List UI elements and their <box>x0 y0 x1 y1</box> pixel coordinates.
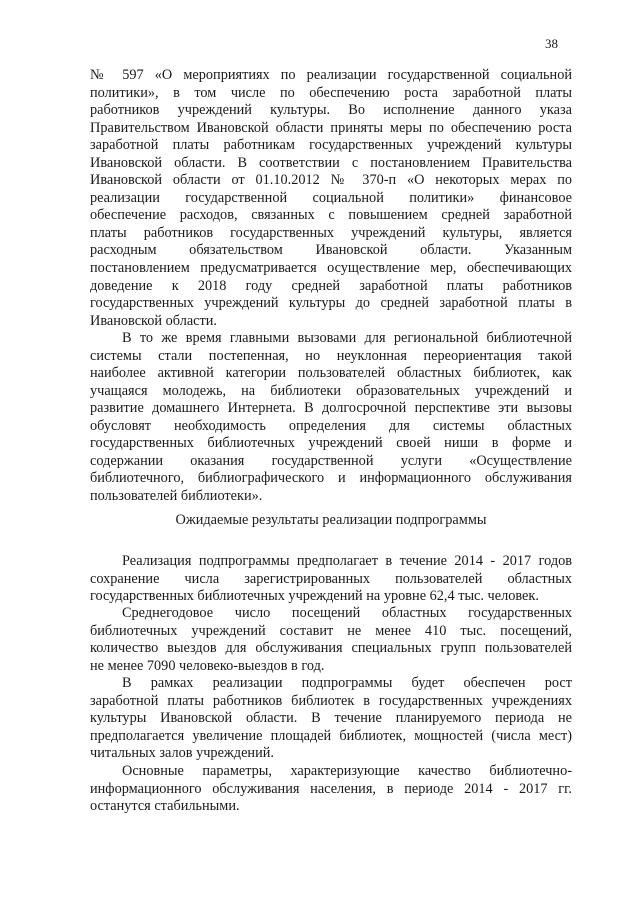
paragraph-line: Реализация подпрограммы предполагает в течение 2014 - 2017 годов <box>122 553 572 569</box>
paragraph-challenges <box>90 330 572 505</box>
paragraph-line: работников учреждений культуры. Во исполнение данного указа <box>90 102 572 119</box>
paragraph-line: заработной платы работникам государственных учреждений культуры <box>90 137 572 154</box>
paragraph-line: Ивановской области. <box>90 312 218 329</box>
paragraph-results-quality <box>90 763 572 816</box>
paragraph-line: пользователей библиотеки». <box>90 487 263 504</box>
paragraph-line: Среднегодовое число посещений областных государственных <box>122 605 572 621</box>
paragraph-line: обеспечение расходов, связанных с повышением средней заработной <box>90 207 572 224</box>
paragraph-line: учащаяся молодежь, на библиотеки образовательных учреждений и <box>90 382 572 399</box>
paragraph-line: Правительством Ивановской области приняты меры по обеспечению роста <box>90 119 572 136</box>
paragraph-results-users <box>90 553 572 606</box>
paragraph-line: сохранение числа зарегистрированных пользователей областных <box>90 570 572 587</box>
paragraph-line: Основные параметры, характеризующие качество библиотечно- <box>122 763 572 779</box>
paragraph-line: расходным обязательством Ивановской области. Указанным <box>90 242 572 259</box>
page-number: 38 <box>545 36 558 51</box>
paragraph-line: развитие домашнего Интернета. В долгосрочной перспективе эти вызовы <box>90 400 572 417</box>
paragraph-line: государственных библиотечных учреждений на уровне 62,4 тыс. человек. <box>90 588 539 605</box>
paragraph-line: доведение к 2018 году средней заработной платы работников <box>90 277 572 294</box>
paragraph-line: информационного обслуживания населения, в периоде 2014 - 2017 гг. <box>90 780 572 797</box>
paragraph-line: не менее 7090 человеко-выездов в год. <box>90 657 325 674</box>
paragraph-line: предполагается увеличение площадей библиотек, мощностей (числа мест) <box>90 727 572 744</box>
paragraph-decree-continuation <box>90 67 572 330</box>
paragraph-line: наиболее активной категории пользователей областных библиотек, как <box>90 365 572 382</box>
paragraph-line: обусловят необходимость определения для системы областных <box>90 417 572 434</box>
paragraph-results-visits <box>90 605 572 675</box>
paragraph-line: Ивановской области от 01.10.2012 № 370-п «О некоторых мерах по <box>90 172 572 189</box>
paragraph-line: содержании оказания государственной услуги «Осуществление <box>90 452 572 469</box>
paragraph-line: количество выездов для обслуживания специальных групп пользователей <box>90 640 572 657</box>
paragraph-line: государственных библиотечных учреждений своей ниши в форме и <box>90 435 572 452</box>
paragraph-line: постановлением предусматривается осуществление мер, обеспечивающих <box>90 260 572 277</box>
paragraph-line: № 597 «О мероприятиях по реализации государственной социальной <box>90 67 572 83</box>
paragraph-line: платы работников государственных учреждений культуры, является <box>90 224 572 241</box>
paragraph-line: государственных учреждений культуры до средней заработной платы в <box>90 295 572 312</box>
section-heading: Ожидаемые результаты реализации подпрограммы <box>175 512 487 528</box>
paragraph-line: останутся стабильными. <box>90 798 240 815</box>
paragraph-line: В то же время главными вызовами для региональной библиотечной <box>122 330 572 346</box>
paragraph-line: системы стали постепенная, но неуклонная переориентация такой <box>90 347 572 364</box>
paragraph-line: Ивановской области. В соответствии с постановлением Правительства <box>90 154 572 171</box>
paragraph-line: библиотечного, библиографического и информационного обслуживания <box>90 470 572 487</box>
paragraph-line: культуры Ивановской области. В течение планируемого периода не <box>90 710 572 727</box>
paragraph-line: В рамках реализации подпрограммы будет обеспечен рост <box>122 675 572 691</box>
paragraph-line: политики», в том числе по обеспечению роста заработной платы <box>90 84 572 101</box>
paragraph-line: реализации государственной социальной политики» финансовое <box>90 189 572 206</box>
paragraph-results-salary <box>90 675 572 763</box>
paragraph-line: читальных залов учреждений. <box>90 745 274 762</box>
paragraph-line: заработной платы работников библиотек в государственных учреждениях <box>90 692 572 709</box>
paragraph-line: библиотечных учреждений составит не менее 410 тыс. посещений, <box>90 622 572 639</box>
